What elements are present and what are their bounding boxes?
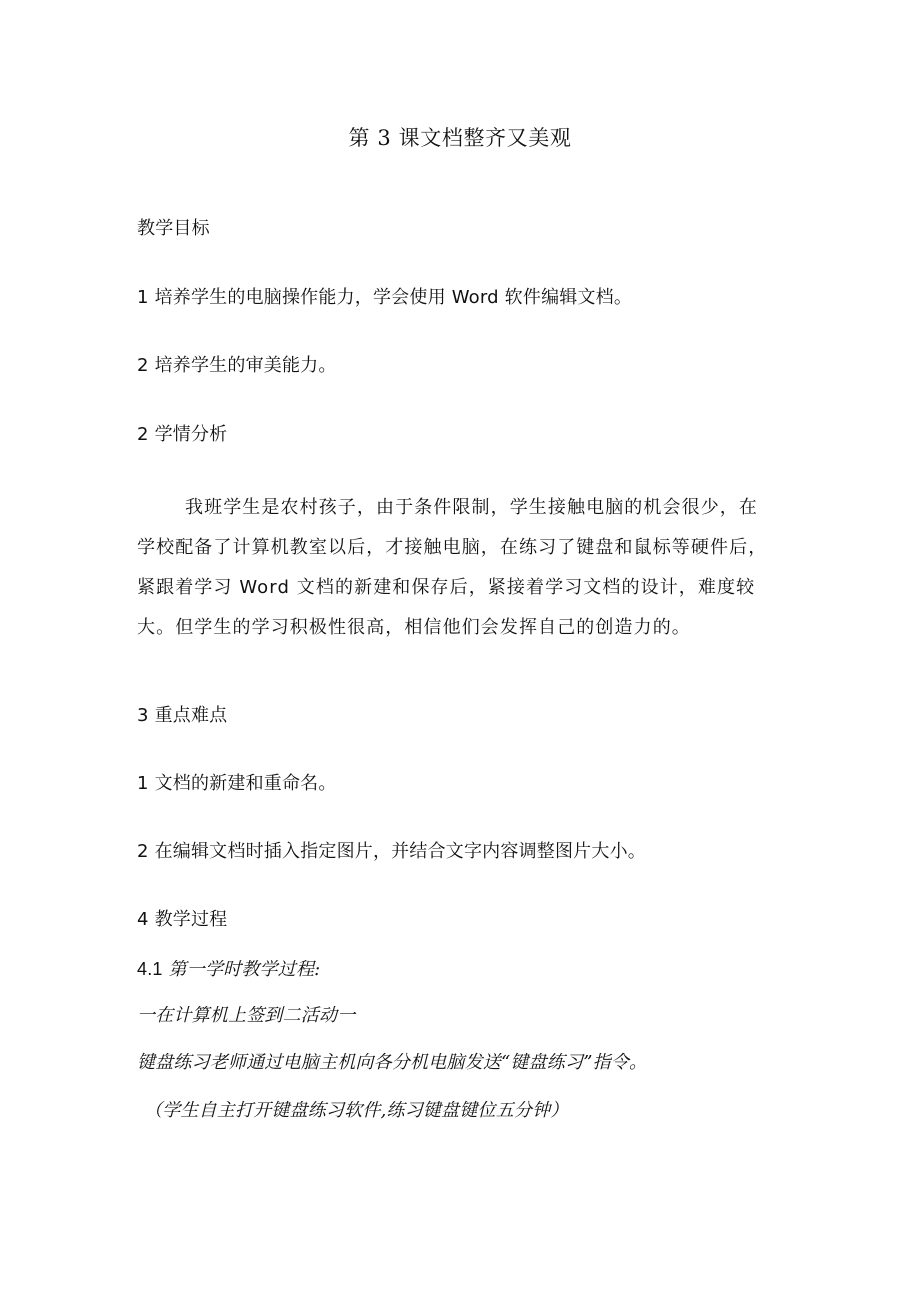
- analysis-line-1: 我班学生是农村孩子，由于条件限制，学生接触电脑的机会很少，在: [185, 497, 758, 518]
- analysis-line-2: 学校配备了计算机教室以后，才接触电脑，在练习了键盘和鼠标等硬件后，: [137, 537, 768, 558]
- practice-line: 键盘练习老师通过电脑主机向各分机电脑发送“键盘练习”指令。: [137, 1052, 648, 1073]
- analysis-line-3: 紧跟着学习 Word 文档的新建和保存后，紧接着学习文档的设计，难度较: [137, 577, 756, 598]
- analysis-line-4: 大。但学生的学习积极性很高，相信他们会发挥自己的创造力的。: [137, 617, 691, 638]
- key-2: 2 在编辑文档时插入指定图片，并结合文字内容调整图片大小。: [137, 841, 646, 862]
- activity-line: 一在计算机上签到二活动一: [137, 1005, 356, 1026]
- process-1-number: 4.1: [137, 959, 163, 979]
- goals-heading: 教学目标: [137, 218, 210, 239]
- analysis-heading: 2 学情分析: [137, 424, 228, 445]
- process-heading: 4 教学过程: [137, 909, 228, 930]
- process-1-line: [137, 957, 320, 982]
- document-title: 第 3 课文档整齐又美观: [348, 126, 572, 150]
- key-heading: 3 重点难点: [137, 705, 228, 726]
- goal-2: 2 培养学生的审美能力。: [137, 355, 337, 376]
- analysis-paragraph: [137, 488, 787, 648]
- process-1-text: 第一学时教学过程:: [168, 959, 321, 980]
- goal-1: 1 培养学生的电脑操作能力，学会使用 Word 软件编辑文档。: [137, 287, 633, 308]
- key-1: 1 文档的新建和重命名。: [137, 773, 337, 794]
- student-line: （学生自主打开键盘练习软件,练习键盘键位五分钟）: [144, 1100, 569, 1121]
